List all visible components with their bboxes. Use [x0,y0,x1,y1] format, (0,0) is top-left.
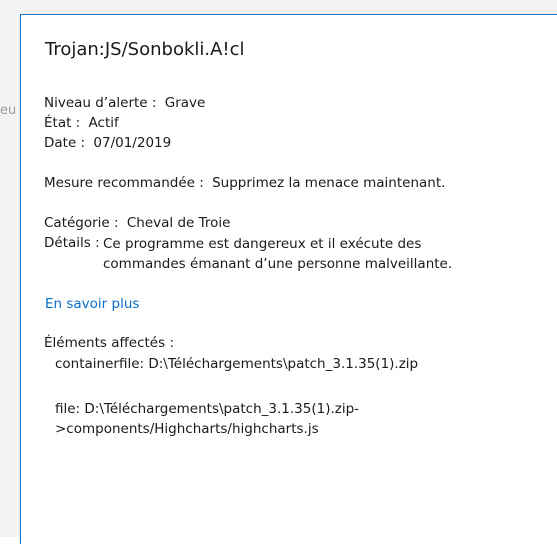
category-row [44,215,230,231]
threat-details-panel [20,14,557,544]
status-value: Actif [88,115,119,131]
details-value: Ce programme est dangereux et il exécute des commandes émanant d’une personne malveillante. [103,236,453,272]
learn-more-link[interactable]: En savoir plus [45,296,140,312]
details-label: Détails : [44,235,100,251]
status-label: État : [44,115,81,131]
threat-title: Trojan:JS/Sonbokli.A!cl [45,39,245,60]
alert-level-label: Niveau d’alerte : [44,95,157,111]
category-value: Cheval de Troie [126,215,231,231]
category-label: Catégorie : [44,215,119,231]
alert-level-row [44,95,205,111]
affected-items-label: Éléments affectés : [44,335,174,351]
recommended-action-label: Mesure recommandée : [44,175,204,191]
date-row [44,135,171,151]
date-label: Date : [44,135,86,151]
affected-item: containerfile: D:\Téléchargements\patch_3.1.35(1).zip [55,356,419,372]
background-partial-text: eu [0,103,17,118]
date-value: 07/01/2019 [93,135,172,151]
recommended-action-row [44,175,445,191]
status-row [44,115,119,131]
alert-level-value: Grave [164,95,206,111]
affected-item: file: D:\Téléchargements\patch_3.1.35(1).zip->components/Highcharts/highcharts.js [55,401,360,437]
recommended-action-value: Supprimez la menace maintenant. [212,175,446,191]
